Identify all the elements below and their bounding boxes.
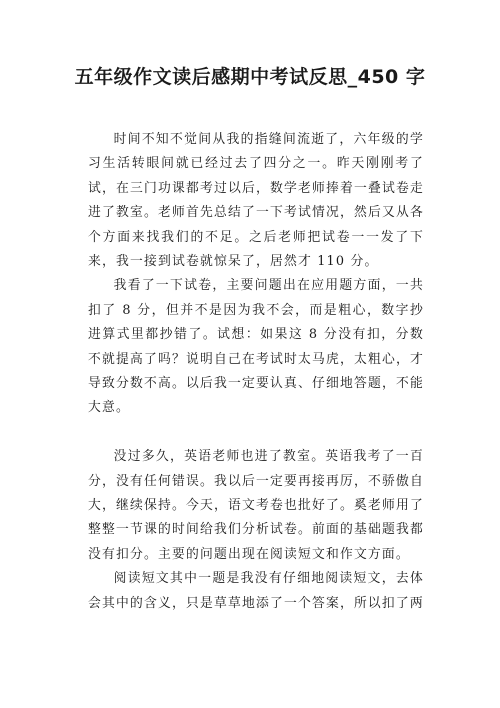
paragraph-2: 我看了一下试卷，主要问题出在应用题方面，一共扣了 8 分，但并不是因为我不会，而是粗心，数字抄进算式里都抄错了。试想：如果这 8 分没有扣，分数不就提高了吗？说明自己在考试时太马虎，太粗心，才导致分数不高。以后我一定要认真、仔细地答题，不能大意。 — [88, 278, 424, 416]
document-title: 五年级作文读后感期中考试反思_450 字 — [74, 66, 426, 88]
document-body — [88, 128, 424, 616]
paragraph-3: 没过多久，英语老师也进了教室。英语我考了一百分，没有任何错误。我以后一定要再接再厉，不骄傲自大，继续保持。今天，语文考卷也批好了。奚老师用了整整一节课的时间给我们分析试卷。前面的基础题我都没有扣分。主要的问题出现在阅读短文和作文方面。 — [88, 449, 424, 562]
paragraph-4: 阅读短文其中一题是我没有仔细地阅读短文，去体会其中的含义，只是草草地添了一个答案，所以扣了两 — [88, 571, 424, 611]
paragraph-1: 时间不知不觉间从我的指缝间流逝了，六年级的学习生活转眼间就已经过去了四分之一。昨天刚刚考了试，在三门功课都考过以后，数学老师捧着一叠试卷走进了教室。老师首先总结了一下考试情况，然后又从各个方面来找我们的不足。之后老师把试卷一一发了下来，我一接到试卷就惊呆了，居然才 110 分。 — [88, 132, 424, 270]
